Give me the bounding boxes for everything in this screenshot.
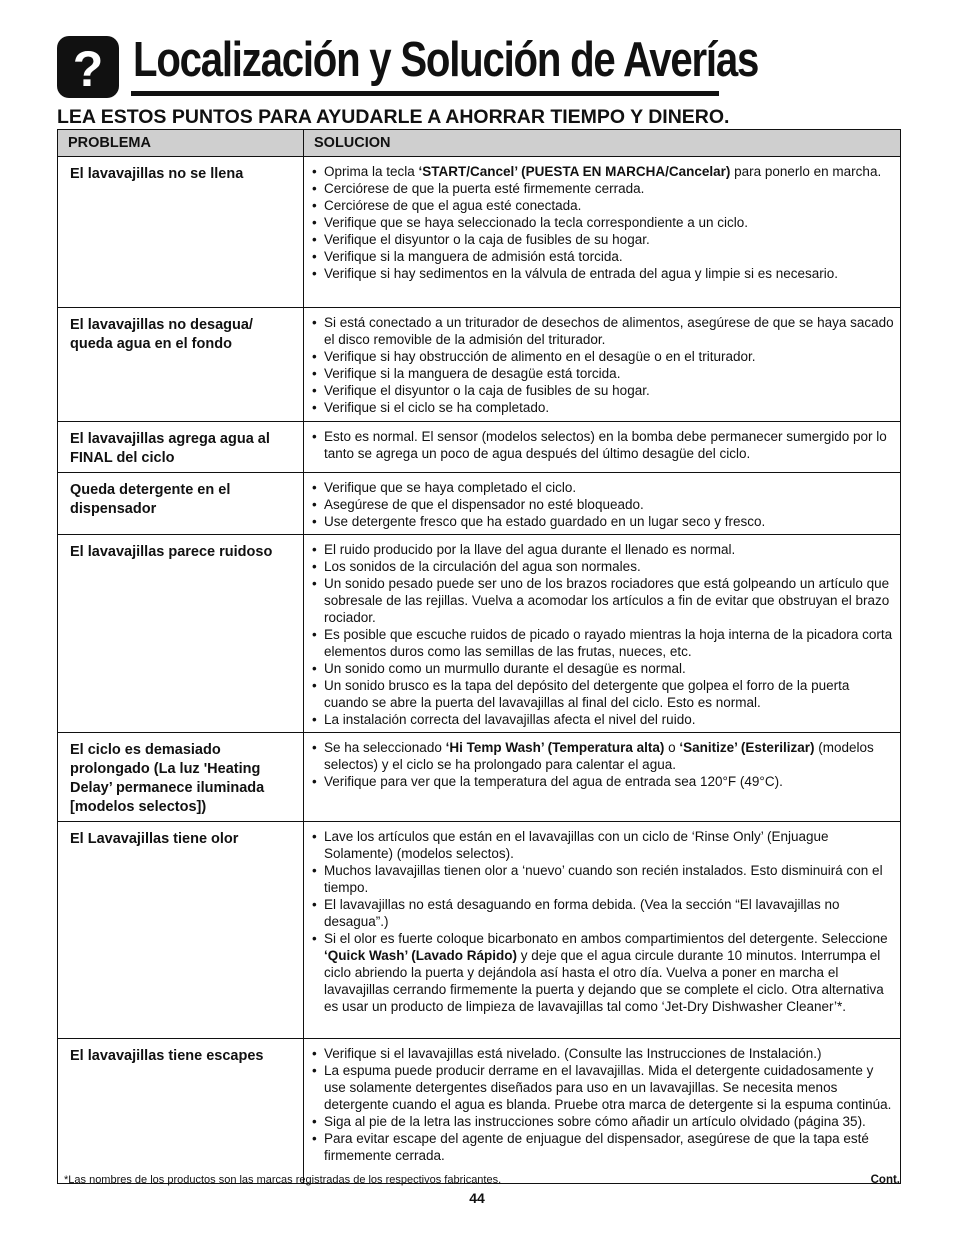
solution-item	[312, 677, 896, 711]
solution-text: Verifique si el ciclo se ha completado.	[324, 400, 550, 415]
problem-cell: El ciclo es demasiado prolongado (La luz 'Heating Delay’ permanece iluminada [modelos selectos])	[58, 733, 304, 822]
solution-cell	[304, 422, 901, 473]
solution-item	[312, 265, 896, 282]
solution-text: Si el olor es fuerte coloque bicarbonato en ambos compartimientos del detergente. Seleccione	[324, 931, 888, 946]
solution-list	[312, 479, 896, 530]
solution-text: Lave los artículos que están en el lavavajillas con un ciclo de ‘Rinse Only’ (Enjuague Solamente) (modelos selectos).	[324, 829, 829, 861]
solution-item	[312, 348, 896, 365]
page-title: Localización y Solución de Averías	[133, 33, 759, 87]
table-row	[58, 1039, 901, 1184]
solution-bold-text: ‘Hi Temp Wash’ (Temperatura alta)	[445, 740, 665, 755]
solution-bold-text: ‘Sanitize’ (Esterilizar)	[679, 740, 815, 755]
solution-item	[312, 428, 896, 462]
solution-text: Verifique si hay obstrucción de alimento en el desagüe o en el triturador.	[324, 349, 756, 364]
solution-text: Es posible que escuche ruidos de picado o rayado mientras la hoja interna de la picadora corta elementos duros como las semillas de las frutas, nueces, etc.	[324, 627, 893, 659]
solution-item	[312, 660, 896, 677]
solution-text: Verifique el disyuntor o la caja de fusibles de su hogar.	[324, 383, 650, 398]
solution-item	[312, 711, 896, 728]
page-header	[57, 30, 757, 100]
solution-cell	[304, 473, 901, 535]
solution-item	[312, 163, 896, 180]
solution-item	[312, 231, 896, 248]
solution-text: Siga al pie de la letra las instrucciones sobre cómo añadir un artículo olvidado (página 35).	[324, 1114, 866, 1129]
table-row	[58, 473, 901, 535]
solution-text: La espuma puede producir derrame en el lavavajillas. Mida el detergente cuidadosamente y use solamente detergentes diseñados para uso en un lavavajillas. Se necesita menos detergente cuando el agua es blanda. Pruebe otra marca de detergente si la espuma continúa.	[324, 1063, 892, 1112]
solution-cell	[304, 733, 901, 822]
solution-item	[312, 365, 896, 382]
solution-cell	[304, 822, 901, 1039]
solution-text: o	[664, 740, 680, 755]
solution-text: Verifique si el lavavajillas está nivelado. (Consulte las Instrucciones de Instalación.)	[324, 1046, 822, 1061]
solution-bold-text: ‘START/Cancel’ (PUESTA EN MARCHA/Cancelar)	[418, 164, 731, 179]
solution-text: Un sonido pesado puede ser uno de los brazos rociadores que está golpeando un artículo que sobresale de las rejillas. Vuelva a acomodar los artículos a fin de evitar que obstruyan el brazo rociador.	[324, 576, 890, 625]
column-header-problem: PROBLEMA	[58, 130, 304, 157]
solution-list	[312, 428, 896, 462]
solution-text: Verifique que se haya seleccionado la tecla correspondiente a un ciclo.	[324, 215, 749, 230]
solution-item	[312, 399, 896, 416]
solution-text: Verifique si la manguera de desagüe está torcida.	[324, 366, 621, 381]
problem-cell: El Lavavajillas tiene olor	[58, 822, 304, 1039]
solution-text: y deje que el agua circule durante 10 minutos. Interrumpa el ciclo abriendo la puerta y dejándola así hasta el otro día. Vuelva a poner en marcha el lavavajillas cerrando firmemente la puerta y dejando que se complete el ciclo. Otra alternativa es usar un producto de limpieza de lavavajillas tal como ‘Jet-Dry Dishwasher Cleaner’*.	[324, 948, 884, 1014]
solution-text: El lavavajillas no está desaguando en forma debida. (Vea la sección “El lavavajillas no desagua”.)	[324, 897, 840, 929]
solution-item	[312, 1062, 896, 1113]
solution-cell	[304, 1039, 901, 1184]
solution-text: Si está conectado a un triturador de desechos de alimentos, asegúrese de que se haya sacado el disco removible de la admisión del triturador.	[324, 315, 894, 347]
solution-list	[312, 828, 896, 1015]
solution-cell	[304, 535, 901, 733]
table-row	[58, 733, 901, 822]
title-underline	[131, 91, 719, 96]
column-header-solution: SOLUCION	[304, 130, 901, 157]
page-number: 44	[469, 1190, 485, 1206]
solution-item	[312, 862, 896, 896]
solution-item	[312, 558, 896, 575]
solution-text: Verifique si la manguera de admisión está torcida.	[324, 249, 623, 264]
solution-text: La instalación correcta del lavavajillas afecta el nivel del ruido.	[324, 712, 696, 727]
solution-text: Cerciórese de que el agua esté conectada.	[324, 198, 582, 213]
solution-text: Verifique que se haya completado el ciclo.	[324, 480, 577, 495]
solution-text: El ruido producido por la llave del agua durante el llenado es normal.	[324, 542, 736, 557]
solution-text: Verifique el disyuntor o la caja de fusibles de su hogar.	[324, 232, 650, 247]
solution-list	[312, 739, 896, 790]
problem-cell: El lavavajillas parece ruidoso	[58, 535, 304, 733]
solution-text: Se ha seleccionado	[324, 740, 446, 755]
solution-text: para ponerlo en marcha.	[730, 164, 882, 179]
solution-text: Muchos lavavajillas tienen olor a ‘nuevo’ cuando son recién instalados. Esto disminuirá con el tiempo.	[324, 863, 883, 895]
solution-item	[312, 1113, 896, 1130]
solution-item	[312, 180, 896, 197]
problem-cell: El lavavajillas tiene escapes	[58, 1039, 304, 1184]
troubleshooting-table	[57, 129, 901, 1184]
solution-text: Los sonidos de la circulación del agua son normales.	[324, 559, 641, 574]
solution-item	[312, 513, 896, 530]
solution-item	[312, 1130, 896, 1164]
solution-item	[312, 479, 896, 496]
solution-list	[312, 163, 896, 282]
solution-list	[312, 541, 896, 728]
solution-item	[312, 314, 896, 348]
solution-item	[312, 382, 896, 399]
solution-cell	[304, 308, 901, 422]
table-body	[58, 157, 901, 1184]
solution-item	[312, 773, 896, 790]
footnote: *Las nombres de los productos son las marcas registradas de los respectivos fabricantes.	[64, 1174, 502, 1186]
solution-item	[312, 541, 896, 558]
question-mark-icon	[57, 36, 119, 98]
solution-item	[312, 626, 896, 660]
problem-cell: El lavavajillas no se llena	[58, 157, 304, 308]
table-row	[58, 422, 901, 473]
solution-item	[312, 896, 896, 930]
problem-cell: El lavavajillas no desagua/ queda agua en el fondo	[58, 308, 304, 422]
table-row	[58, 308, 901, 422]
solution-item	[312, 214, 896, 231]
solution-item	[312, 930, 896, 1015]
solution-text: Cerciórese de que la puerta esté firmemente cerrada.	[324, 181, 645, 196]
solution-item	[312, 828, 896, 862]
table-row	[58, 157, 901, 308]
solution-text: Para evitar escape del agente de enjuague del dispensador, asegúrese de que la tapa esté firmemente cerrada.	[324, 1131, 869, 1163]
solution-text: (modelos selectos) y el ciclo se ha prolongado para calentar el agua.	[324, 740, 874, 772]
svg-text:?: ?	[72, 41, 104, 97]
solution-item	[312, 575, 896, 626]
solution-bold-text: ‘Quick Wash’ (Lavado Rápido)	[324, 948, 518, 963]
solution-list	[312, 314, 896, 416]
page-subtitle: LEA ESTOS PUNTOS PARA AYUDARLE A AHORRAR TIEMPO Y DINERO.	[57, 106, 730, 128]
solution-text: Use detergente fresco que ha estado guardado en un lugar seco y fresco.	[324, 514, 766, 529]
table-row	[58, 535, 901, 733]
solution-text: Verifique si hay sedimentos en la válvula de entrada del agua y limpie si es necesario.	[324, 266, 839, 281]
solution-text: Un sonido como un murmullo durante el desagüe es normal.	[324, 661, 686, 676]
solution-text: Oprima la tecla	[324, 164, 419, 179]
table-row	[58, 822, 901, 1039]
solution-item	[312, 1045, 896, 1062]
solution-text: Un sonido brusco es la tapa del depósito del detergente que golpea el forro de la puerta cuando se abre la puerta del lavavajillas al final del ciclo. Esto es normal.	[324, 678, 850, 710]
problem-cell: El lavavajillas agrega agua al FINAL del ciclo	[58, 422, 304, 473]
solution-list	[312, 1045, 896, 1164]
solution-text: Verifique para ver que la temperatura del agua de entrada sea 120°F (49°C).	[324, 774, 783, 789]
solution-item	[312, 496, 896, 513]
solution-cell	[304, 157, 901, 308]
solution-item	[312, 197, 896, 214]
solution-item	[312, 248, 896, 265]
table-header-row	[58, 130, 901, 157]
continued-label: Cont.	[870, 1174, 900, 1186]
solution-text: Asegúrese de que el dispensador no esté bloqueado.	[324, 497, 644, 512]
problem-cell: Queda detergente en el dispensador	[58, 473, 304, 535]
solution-text: Esto es normal. El sensor (modelos selectos) en la bomba debe permanecer sumergido por lo tanto se agrega un poco de agua después del último desagüe del ciclo.	[324, 429, 887, 461]
solution-item	[312, 739, 896, 773]
